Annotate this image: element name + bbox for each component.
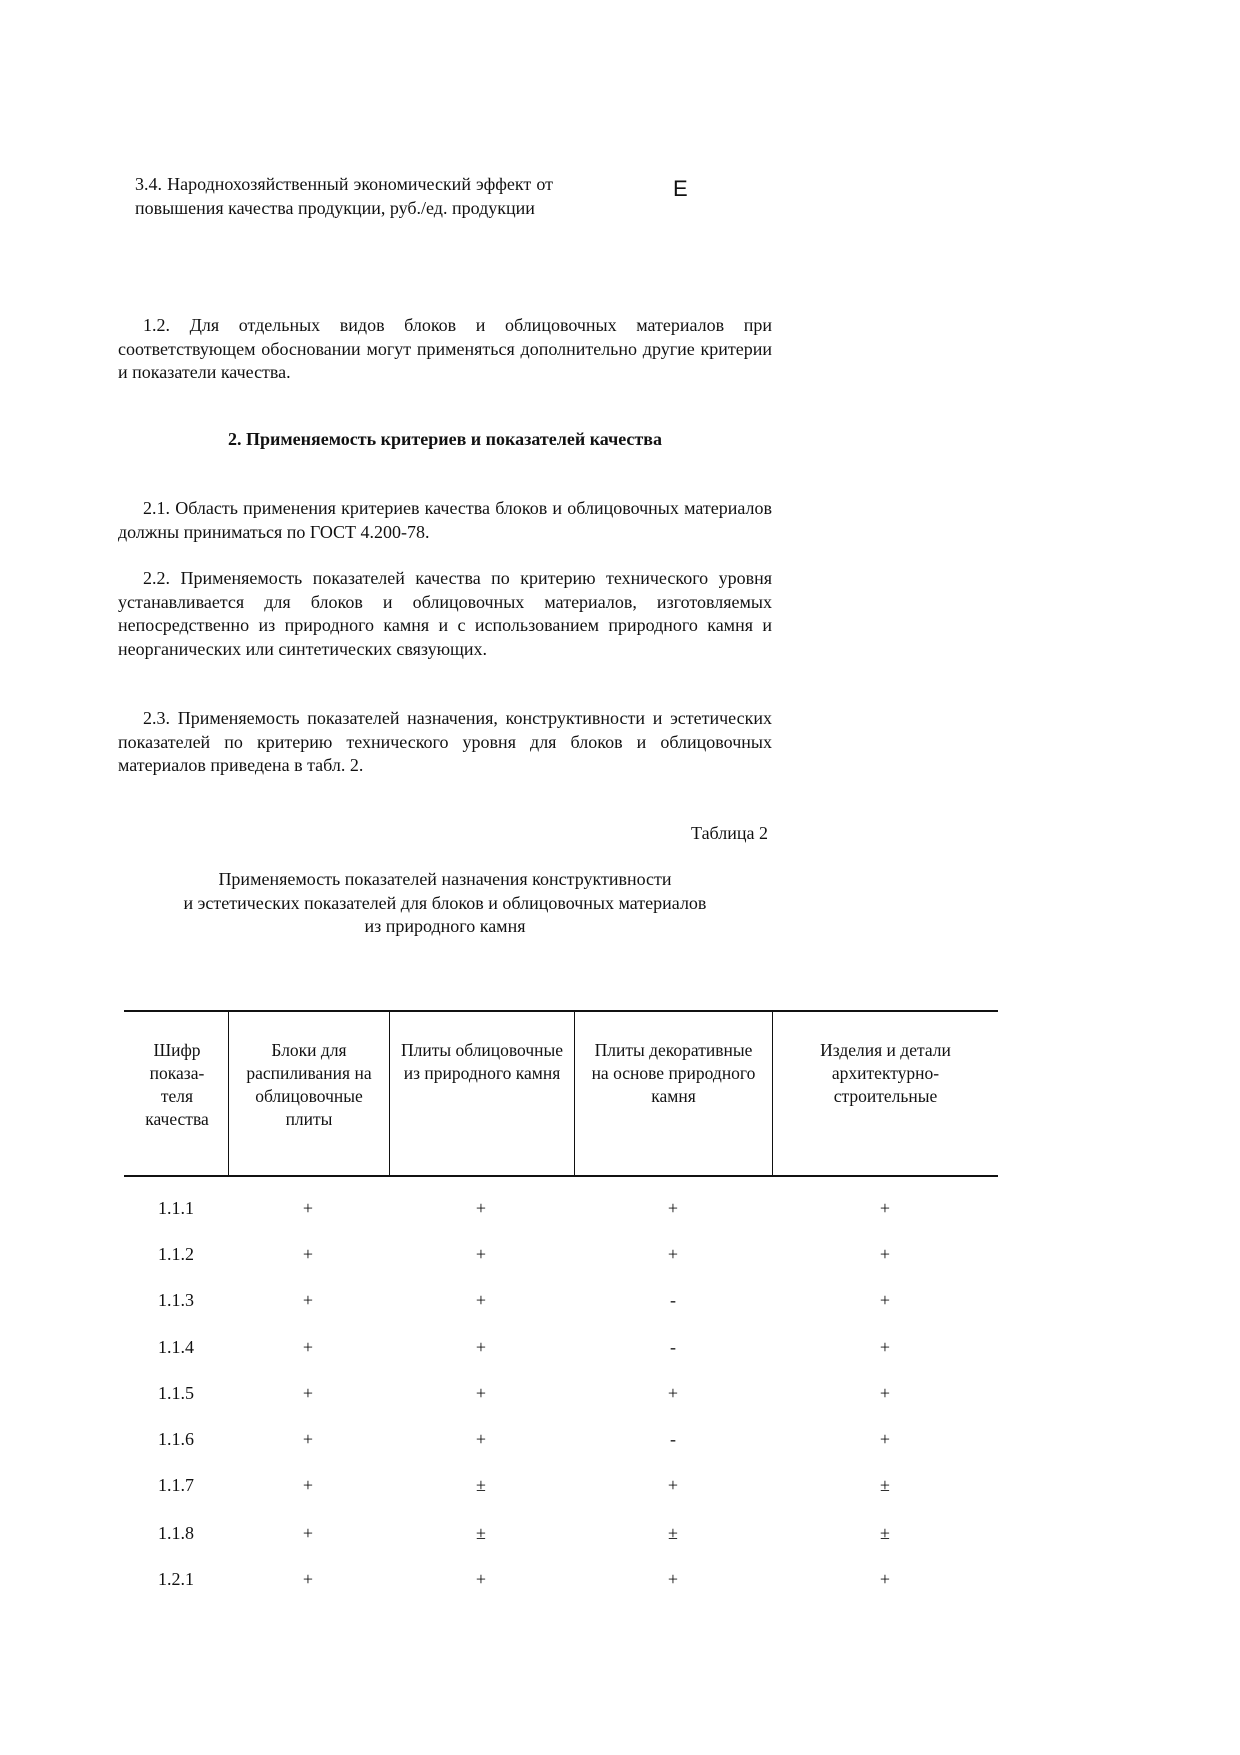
cell-products: + [879,1244,891,1264]
cell-products: + [879,1383,891,1403]
cell-facing-slabs: + [475,1198,487,1218]
cell-facing-slabs: + [475,1244,487,1264]
cell-blocks: + [302,1383,314,1403]
cell-blocks: + [302,1337,314,1357]
cell-code: 1.2.1 [158,1569,194,1589]
cell-decorative-slabs: - [670,1429,676,1449]
header-facing-slabs: Плиты облицовочные из природного камня [389,1012,574,1175]
table-row [124,1378,998,1408]
cell-blocks: + [302,1475,314,1495]
table-row [124,1285,998,1315]
cell-code: 1.1.7 [158,1475,194,1495]
cell-code: 1.1.4 [158,1337,194,1357]
table-row [124,1332,998,1362]
table-label: Таблица 2 [691,823,768,843]
cell-code: 1.1.1 [158,1198,194,1218]
cell-decorative-slabs: ± [668,1523,678,1543]
cell-products: + [879,1290,891,1310]
paragraph-2-3: 2.3. Применяемость показателей назначения, конструктивности и эстетических показателей по критерию технического уровня для блоков и облицовочных материалов приведена в табл. 2. [118,708,772,775]
section-2-heading: 2. Применяемость критериев и показателей качества [228,429,662,449]
cell-decorative-slabs: - [670,1337,676,1357]
cell-products: + [879,1337,891,1357]
paragraph-2-1: 2.1. Область применения критериев качества блоков и облицовочных материалов должны приниматься по ГОСТ 4.200-78. [118,498,772,542]
table-row [124,1239,998,1269]
cell-decorative-slabs: + [667,1475,679,1495]
paragraph-1-2: 1.2. Для отдельных видов блоков и облицовочных материалов при соответствующем обосновании могут применяться дополнительно другие критерии и показатели качества. [118,315,772,382]
caption-line: из природного камня [364,916,526,936]
cell-blocks: + [302,1198,314,1218]
cell-products: ± [880,1475,890,1495]
cell-facing-slabs: ± [476,1523,486,1543]
table-row [124,1518,998,1548]
cell-facing-slabs: + [475,1383,487,1403]
cell-products: ± [880,1523,890,1543]
cell-blocks: + [302,1523,314,1543]
table-row [124,1193,998,1223]
paragraph-2-2: 2.2. Применяемость показателей качества по критерию технического уровня устанавливается для блоков и облицовочных материалов, изготовляемых непосредственно из природного камня и с использованием природного камня и неорганических или синтетических связующих. [118,568,772,659]
cell-code: 1.1.6 [158,1429,194,1449]
cell-products: + [879,1569,891,1589]
cell-blocks: + [302,1290,314,1310]
cell-blocks: + [302,1244,314,1264]
header-blocks: Блоки для распиливания на облицовочные плиты [228,1012,389,1175]
cell-code: 1.1.2 [158,1244,194,1264]
header-products: Изделия и детали архитектурно-строительные [772,1012,998,1175]
cell-decorative-slabs: + [667,1383,679,1403]
caption-line: Применяемость показателей назначения конструктивности [218,869,672,889]
cell-code: 1.1.8 [158,1523,194,1543]
cell-decorative-slabs: + [667,1244,679,1264]
cell-facing-slabs: + [475,1429,487,1449]
table-row [124,1470,998,1500]
cell-code: 1.1.3 [158,1290,194,1310]
cell-facing-slabs: ± [476,1475,486,1495]
table-row [124,1424,998,1454]
cell-facing-slabs: + [475,1569,487,1589]
cell-products: + [879,1198,891,1218]
table-header [124,1010,998,1177]
cell-facing-slabs: + [475,1290,487,1310]
cell-facing-slabs: + [475,1337,487,1357]
header-code: Шифр показа-теля качества [145,1040,209,1129]
item-3-4-code: Е [673,176,688,201]
cell-decorative-slabs: - [670,1290,676,1310]
header-decorative-slabs: Плиты декоративные на основе природного камня [574,1012,772,1175]
cell-decorative-slabs: + [667,1569,679,1589]
table-row [124,1564,998,1594]
table-caption [118,868,772,939]
cell-blocks: + [302,1429,314,1449]
cell-products: + [879,1429,891,1449]
cell-blocks: + [302,1569,314,1589]
cell-decorative-slabs: + [667,1198,679,1218]
cell-code: 1.1.5 [158,1383,194,1403]
caption-line: и эстетических показателей для блоков и облицовочных материалов [183,892,707,913]
item-3-4-label: 3.4. Народнохозяйственный экономический эффект от повышения качества продукции, руб./ед. продукции [135,174,553,218]
